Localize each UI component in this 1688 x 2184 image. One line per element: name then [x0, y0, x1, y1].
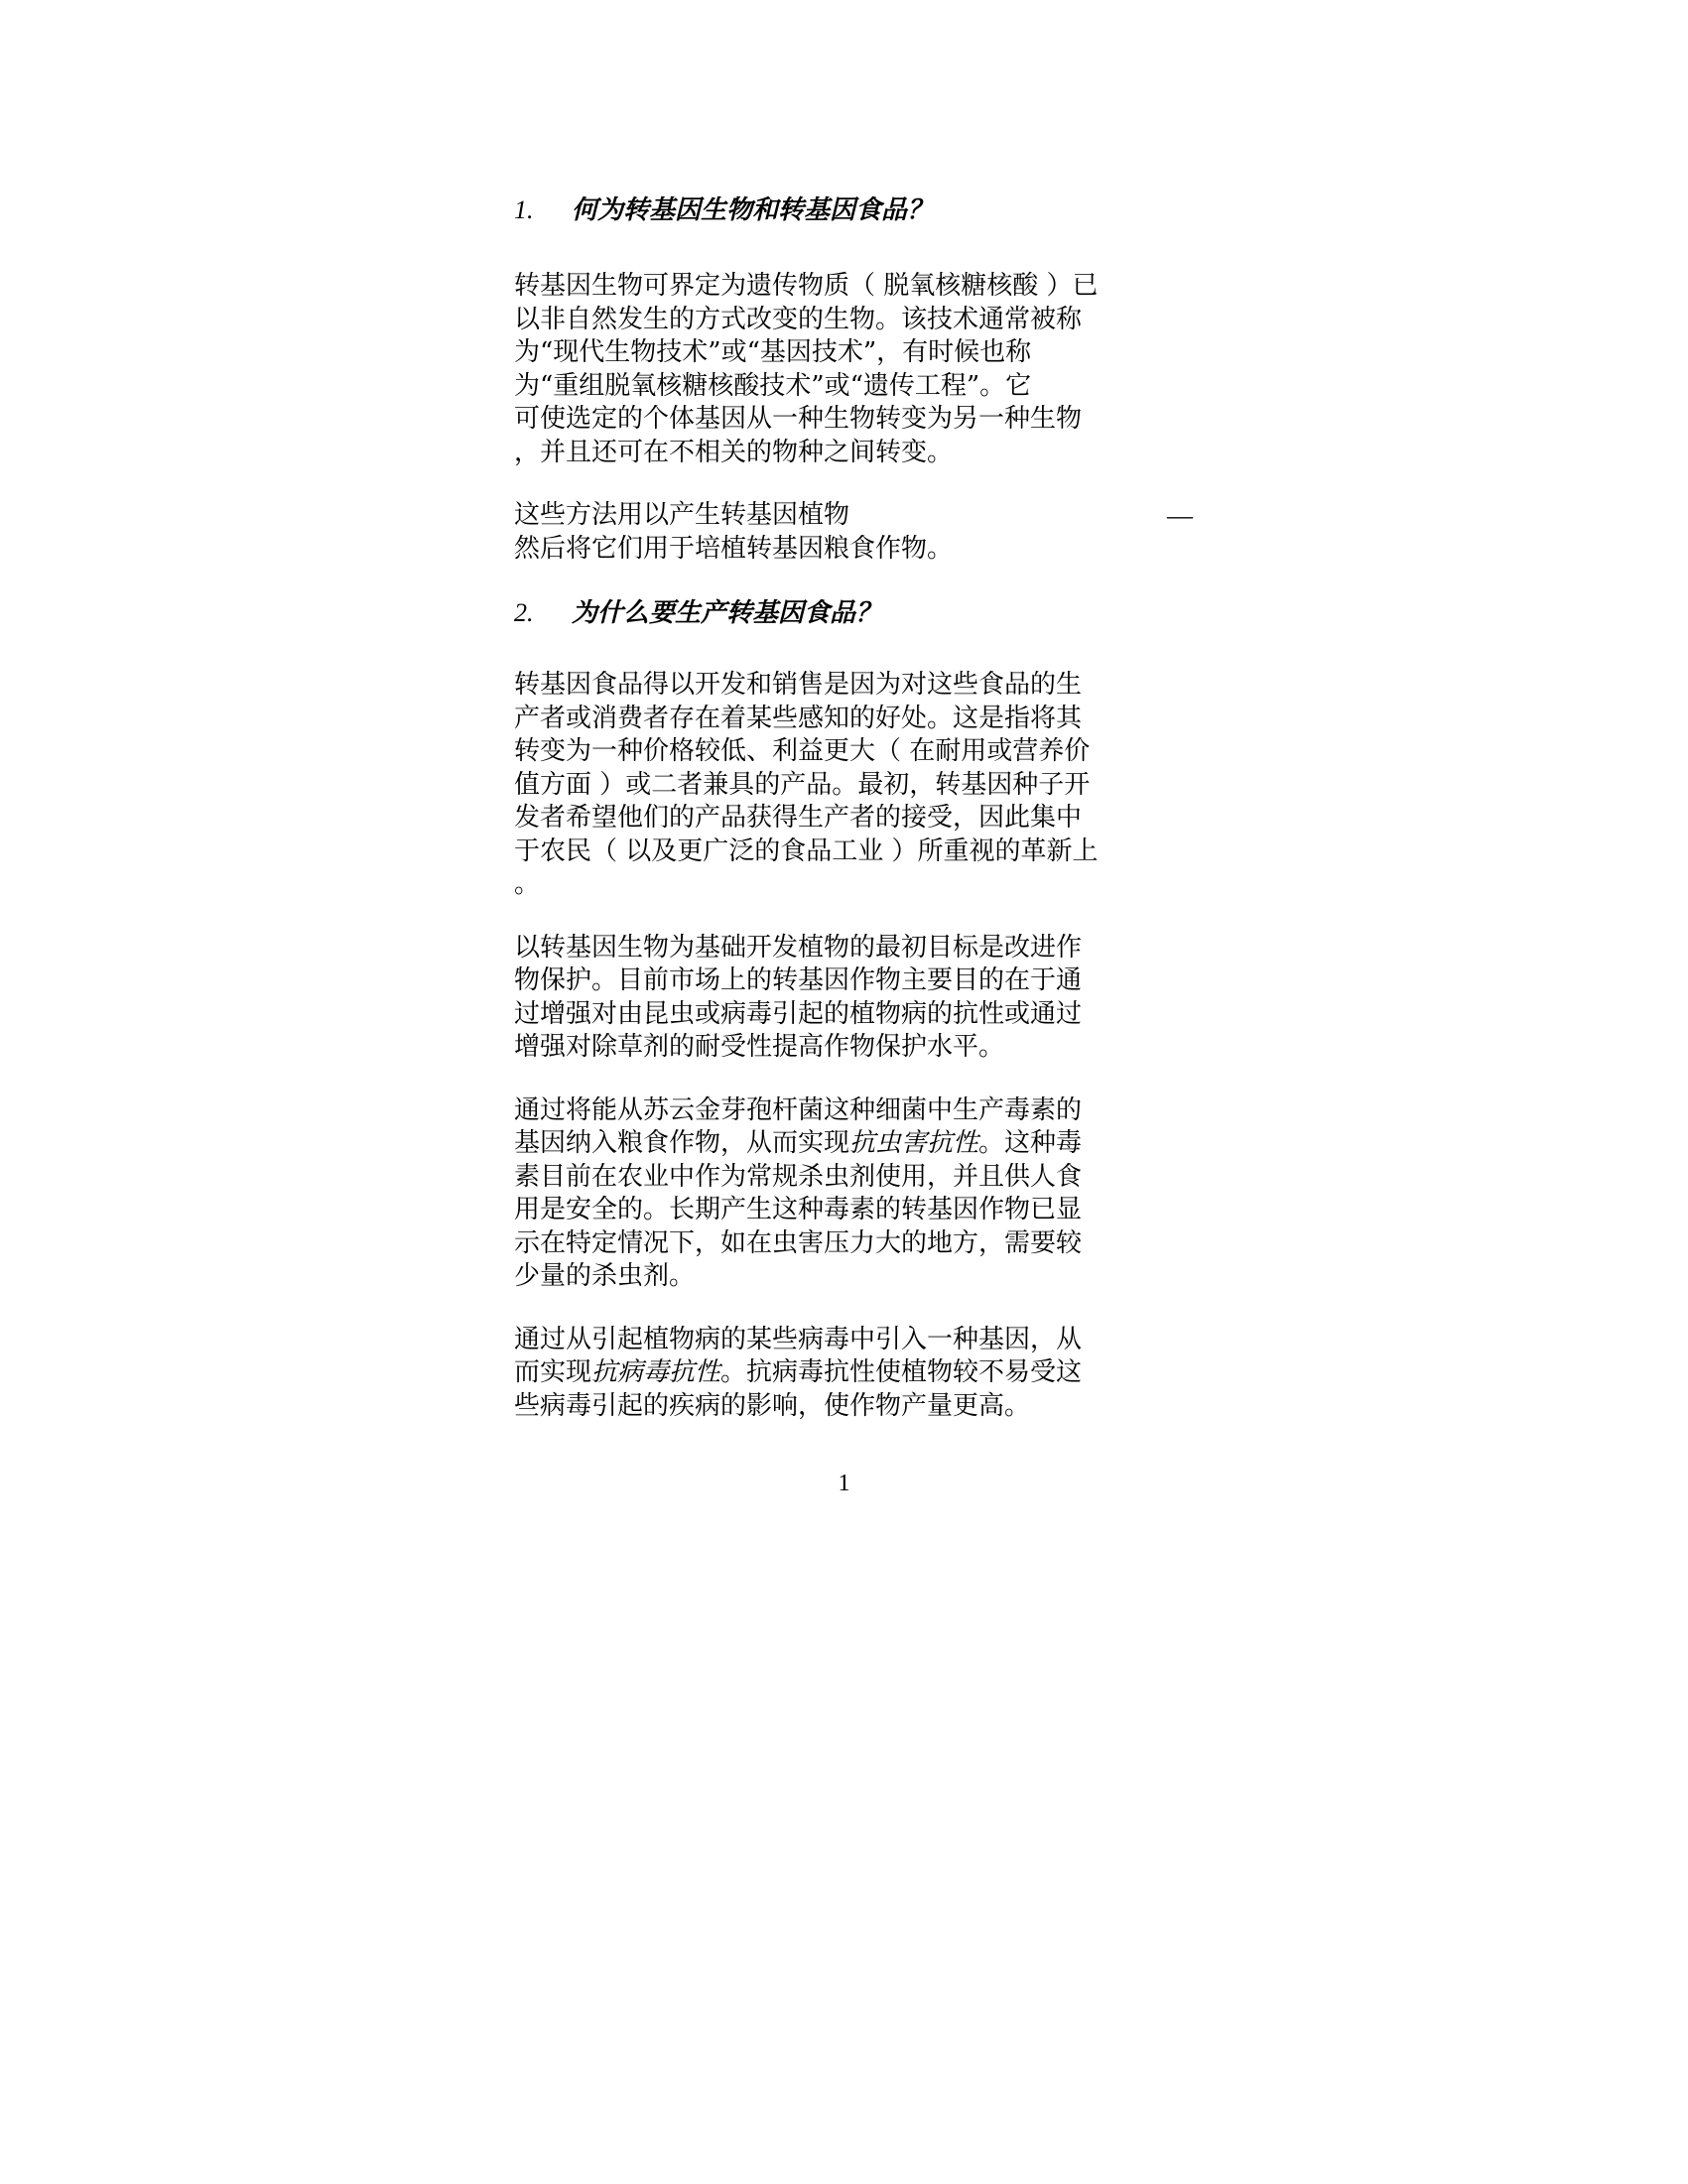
- text-line: 素目前在农业中作为常规杀虫剂使用，并且供人食: [514, 1161, 1083, 1192]
- text-line: 产者或消费者存在着某些感知的好处。这是指将其: [514, 703, 1083, 733]
- text-line: [514, 1356, 1169, 1390]
- text-segment: 。抗病毒抗性使植物较不易受这: [720, 1357, 1083, 1387]
- italic-term: 抗虫害抗性: [849, 1128, 979, 1158]
- section-2-title: 为什么要生产转基因食品？: [572, 598, 882, 628]
- text-line: 示在特定情况下，如在虫害压力大的地方，需要较: [514, 1227, 1083, 1258]
- text-line: 转基因食品得以开发和销售是因为对这些食品的生: [514, 670, 1083, 700]
- text-line: 可使选定的个体基因从一种生物转变为另一种生物: [514, 404, 1083, 434]
- section-2-paragraph-4: [514, 1324, 1169, 1424]
- text-line: 然后将它们用于培植转基因粮食作物。: [514, 533, 954, 564]
- section-1-paragraph-2: [514, 499, 1193, 566]
- text-line: 增强对除草剂的耐受性提高作物保护水平。: [514, 1032, 1005, 1062]
- text-line: 转变为一种价格较低、利益更大（ 在耐用或营养价: [514, 736, 1091, 766]
- text-line: 通过从引起植物病的某些病毒中引入一种基因，从: [514, 1324, 1083, 1354]
- section-2-heading: [514, 593, 1169, 633]
- text-column: [514, 191, 1193, 1423]
- text-line: 为“重组脱氧核糖核酸技术”或“遗传工程”。它: [514, 370, 1032, 401]
- text-segment: 基因纳入粮食作物，从而实现: [514, 1128, 850, 1158]
- text-line: 过增强对由昆虫或病毒引起的植物病的抗性或通过: [514, 998, 1083, 1029]
- text-segment: 。这种毒: [978, 1128, 1083, 1158]
- text-line: 为“现代生物技术”或“基因技术”，有时候也称: [514, 337, 1032, 367]
- section-2-paragraph-2: [514, 932, 1169, 1065]
- section-1-number: 1.: [514, 195, 534, 224]
- text-line: [514, 1127, 1169, 1161]
- text-line: ，并且还可在不相关的物种之间转变。: [514, 437, 954, 467]
- section-2-paragraph-3: [514, 1094, 1169, 1294]
- text-line: 少量的杀虫剂。: [514, 1261, 696, 1291]
- text-line: 以非自然发生的方式改变的生物。该技术通常被称: [514, 304, 1083, 334]
- text-line: 转基因生物可界定为遗传物质（ 脱氧核糖核酸 ）已: [514, 271, 1099, 301]
- section-2-paragraph-1: [514, 669, 1169, 902]
- em-dash: —: [1167, 501, 1193, 530]
- text-line: 于农民（ 以及更广泛的食品工业 ）所重视的革新上: [514, 835, 1099, 866]
- italic-term: 抗病毒抗性: [591, 1357, 721, 1387]
- page-number: 1: [838, 1471, 850, 1496]
- text-line: 用是安全的。长期产生这种毒素的转基因作物已显: [514, 1195, 1083, 1224]
- text-segment: 而实现: [514, 1357, 592, 1387]
- text-line: 物保护。目前市场上的转基因作物主要目的在于通: [514, 965, 1083, 995]
- section-1-title: 何为转基因生物和转基因食品？: [572, 195, 934, 225]
- text-line: 以转基因生物为基础开发植物的最初目标是改进作: [514, 932, 1083, 963]
- section-2-number: 2.: [514, 598, 534, 627]
- section-1-paragraph-1: [514, 270, 1169, 469]
- text-line: [514, 499, 1193, 533]
- section-1-heading: [514, 191, 1169, 230]
- text-line: 些病毒引起的疾病的影响，使作物产量更高。: [514, 1390, 1031, 1421]
- text-line: 。: [514, 869, 541, 899]
- text-line: 通过将能从苏云金芽孢杆菌这种细菌中生产毒素的: [514, 1094, 1083, 1125]
- text-line: 发者希望他们的产品获得生产者的接受，因此集中: [514, 803, 1083, 833]
- text-line: 值方面 ）或二者兼具的产品。最初，转基因种子开: [514, 769, 1091, 800]
- text-segment: 这些方法用以产生转基因植物: [514, 500, 850, 530]
